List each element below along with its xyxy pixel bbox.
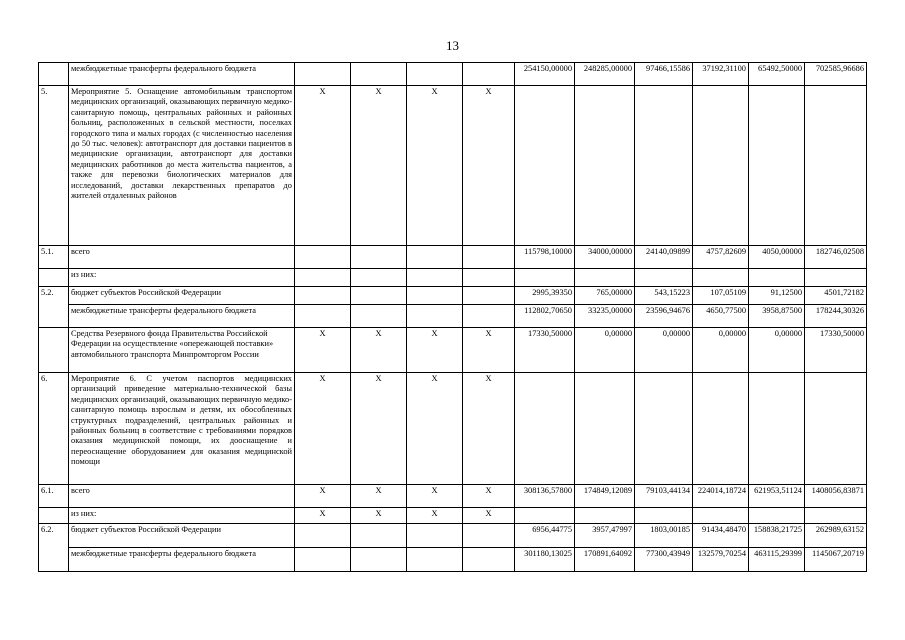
row-number: [39, 328, 69, 373]
row-description: из них:: [69, 269, 295, 287]
value-cell: 132579,70254: [693, 548, 749, 572]
value-cell: [635, 86, 693, 246]
value-cell: 34000,00000: [575, 246, 635, 269]
value-cell: 0,00000: [693, 328, 749, 373]
value-cell: 0,00000: [749, 328, 805, 373]
value-cell: 262989,63152: [805, 524, 867, 548]
table-row: [39, 305, 867, 328]
value-cell: 254150,00000: [515, 63, 575, 86]
value-cell: [635, 508, 693, 524]
value-cell: 702585,96686: [805, 63, 867, 86]
value-cell: 178244,30326: [805, 305, 867, 328]
x-mark: X: [407, 86, 463, 246]
x-mark: [351, 524, 407, 548]
value-cell: 6956,44775: [515, 524, 575, 548]
row-number: 6.2.: [39, 524, 69, 572]
x-mark: [463, 246, 515, 269]
row-number: [39, 63, 69, 86]
value-cell: 301180,13025: [515, 548, 575, 572]
x-mark: [407, 246, 463, 269]
row-number: 6.1.: [39, 485, 69, 508]
x-mark: [295, 287, 351, 305]
x-mark: X: [295, 508, 351, 524]
x-mark: [295, 246, 351, 269]
page-number: 13: [446, 38, 459, 53]
value-cell: [749, 373, 805, 485]
x-mark: X: [463, 86, 515, 246]
row-number: 5.: [39, 86, 69, 246]
x-mark: X: [351, 328, 407, 373]
value-cell: 65492,50000: [749, 63, 805, 86]
row-description: всего: [69, 485, 295, 508]
table-row: [39, 246, 867, 269]
x-mark: X: [295, 373, 351, 485]
x-mark: [351, 548, 407, 572]
value-cell: [749, 269, 805, 287]
value-cell: [693, 508, 749, 524]
value-cell: 3957,47997: [575, 524, 635, 548]
value-cell: 765,00000: [575, 287, 635, 305]
table-row: [39, 373, 867, 485]
value-cell: 158838,21725: [749, 524, 805, 548]
value-cell: [805, 373, 867, 485]
row-description: Средства Резервного фонда Правительства Российской Федерации на осуществление «опережающей поставки» автомобильного транспорта Минпромторгом России: [69, 328, 295, 373]
x-mark: [295, 269, 351, 287]
x-mark: [463, 287, 515, 305]
value-cell: 91,12500: [749, 287, 805, 305]
x-mark: [351, 63, 407, 86]
table-row: [39, 548, 867, 572]
row-description: межбюджетные трансферты федерального бюджета: [69, 548, 295, 572]
x-mark: [407, 305, 463, 328]
x-mark: [407, 63, 463, 86]
table-row: [39, 508, 867, 524]
x-mark: [295, 63, 351, 86]
x-mark: X: [407, 373, 463, 485]
row-description: всего: [69, 246, 295, 269]
value-cell: [515, 373, 575, 485]
row-description: Мероприятие 6. С учетом паспортов медицинских организаций приведение материально-технической базы медицинских организаций, оказывающих первичную медико-санитарную помощь взрослым и детям, их обособленных структурных подразделений, центральных районных и районных больниц в соответствие с требованиями порядков оказания медицинской помощи, их дооснащение и переоснащение оборудованием для оказания медицинской помощи: [69, 373, 295, 485]
value-cell: [515, 269, 575, 287]
x-mark: X: [407, 485, 463, 508]
x-mark: [351, 246, 407, 269]
table-row: [39, 269, 867, 287]
value-cell: [805, 508, 867, 524]
table-row: [39, 328, 867, 373]
value-cell: [635, 269, 693, 287]
x-mark: X: [295, 485, 351, 508]
value-cell: 23596,94676: [635, 305, 693, 328]
row-number: 5.1.: [39, 246, 69, 269]
table-row: [39, 86, 867, 246]
value-cell: 4757,82609: [693, 246, 749, 269]
x-mark: X: [463, 485, 515, 508]
value-cell: 37192,31100: [693, 63, 749, 86]
row-description: бюджет субъектов Российской Федерации: [69, 524, 295, 548]
row-description: бюджет субъектов Российской Федерации: [69, 287, 295, 305]
x-mark: X: [463, 373, 515, 485]
row-description: межбюджетные трансферты федерального бюджета: [69, 63, 295, 86]
value-cell: 4050,00000: [749, 246, 805, 269]
value-cell: 224014,18724: [693, 485, 749, 508]
value-cell: 170891,64092: [575, 548, 635, 572]
value-cell: 2995,39350: [515, 287, 575, 305]
x-mark: [463, 524, 515, 548]
row-number: 6.: [39, 373, 69, 485]
x-mark: X: [407, 508, 463, 524]
x-mark: X: [351, 508, 407, 524]
value-cell: [749, 508, 805, 524]
value-cell: 17330,50000: [515, 328, 575, 373]
value-cell: 0,00000: [575, 328, 635, 373]
table-body: [39, 63, 867, 572]
value-cell: 91434,48470: [693, 524, 749, 548]
value-cell: 308136,57800: [515, 485, 575, 508]
table-row: [39, 287, 867, 305]
budget-table: [38, 62, 867, 572]
value-cell: 543,15223: [635, 287, 693, 305]
value-cell: 33235,00000: [575, 305, 635, 328]
x-mark: X: [351, 86, 407, 246]
value-cell: [575, 508, 635, 524]
value-cell: 115798,10000: [515, 246, 575, 269]
value-cell: 112802,70650: [515, 305, 575, 328]
value-cell: [805, 269, 867, 287]
row-description: межбюджетные трансферты федерального бюджета: [69, 305, 295, 328]
value-cell: 1145067,20719: [805, 548, 867, 572]
x-mark: [295, 305, 351, 328]
value-cell: [693, 86, 749, 246]
value-cell: [575, 269, 635, 287]
value-cell: 79103,44134: [635, 485, 693, 508]
x-mark: X: [295, 328, 351, 373]
x-mark: X: [351, 373, 407, 485]
x-mark: [351, 305, 407, 328]
x-mark: [463, 548, 515, 572]
value-cell: 3958,87500: [749, 305, 805, 328]
value-cell: 182746,02508: [805, 246, 867, 269]
value-cell: [515, 86, 575, 246]
value-cell: 77300,43949: [635, 548, 693, 572]
row-number: [39, 508, 69, 524]
x-mark: X: [463, 328, 515, 373]
x-mark: [407, 287, 463, 305]
table-row: [39, 485, 867, 508]
value-cell: 0,00000: [635, 328, 693, 373]
value-cell: 97466,15586: [635, 63, 693, 86]
value-cell: 463115,29399: [749, 548, 805, 572]
value-cell: [693, 269, 749, 287]
table-row: [39, 524, 867, 548]
value-cell: 621953,51124: [749, 485, 805, 508]
x-mark: [351, 269, 407, 287]
value-cell: [515, 508, 575, 524]
value-cell: [805, 86, 867, 246]
value-cell: 174849,12089: [575, 485, 635, 508]
value-cell: [575, 373, 635, 485]
value-cell: [749, 86, 805, 246]
x-mark: [407, 269, 463, 287]
value-cell: 4501,72182: [805, 287, 867, 305]
table-row: [39, 63, 867, 86]
x-mark: [407, 548, 463, 572]
x-mark: X: [463, 508, 515, 524]
value-cell: 1803,00185: [635, 524, 693, 548]
row-number: 5.2.: [39, 287, 69, 328]
x-mark: [463, 269, 515, 287]
x-mark: [407, 524, 463, 548]
x-mark: [295, 524, 351, 548]
value-cell: [635, 373, 693, 485]
x-mark: [463, 63, 515, 86]
value-cell: 4650,77500: [693, 305, 749, 328]
value-cell: 24140,09899: [635, 246, 693, 269]
value-cell: 248285,00000: [575, 63, 635, 86]
value-cell: [575, 86, 635, 246]
value-cell: 17330,50000: [805, 328, 867, 373]
row-number: [39, 269, 69, 287]
row-description: Мероприятие 5. Оснащение автомобильным транспортом медицинских организаций, оказывающих первичную медико-санитарную помощь, центральных районных и районных больниц, расположенных в сельской местности, поселках городского типа и малых городах (с численностью населения до 50 тыс. человек): автотранспорт для доставки пациентов в медицинские организации, автотранспорт для доставки медицинских работников до места жительства пациентов, а также для перевозки биологических материалов для исследований, доставки лекарственных препаратов до жителей отдаленных районов: [69, 86, 295, 246]
x-mark: [351, 287, 407, 305]
value-cell: 107,05109: [693, 287, 749, 305]
x-mark: X: [351, 485, 407, 508]
value-cell: 1408056,83871: [805, 485, 867, 508]
value-cell: [693, 373, 749, 485]
x-mark: [463, 305, 515, 328]
x-mark: [295, 548, 351, 572]
row-description: из них:: [69, 508, 295, 524]
x-mark: X: [295, 86, 351, 246]
x-mark: X: [407, 328, 463, 373]
